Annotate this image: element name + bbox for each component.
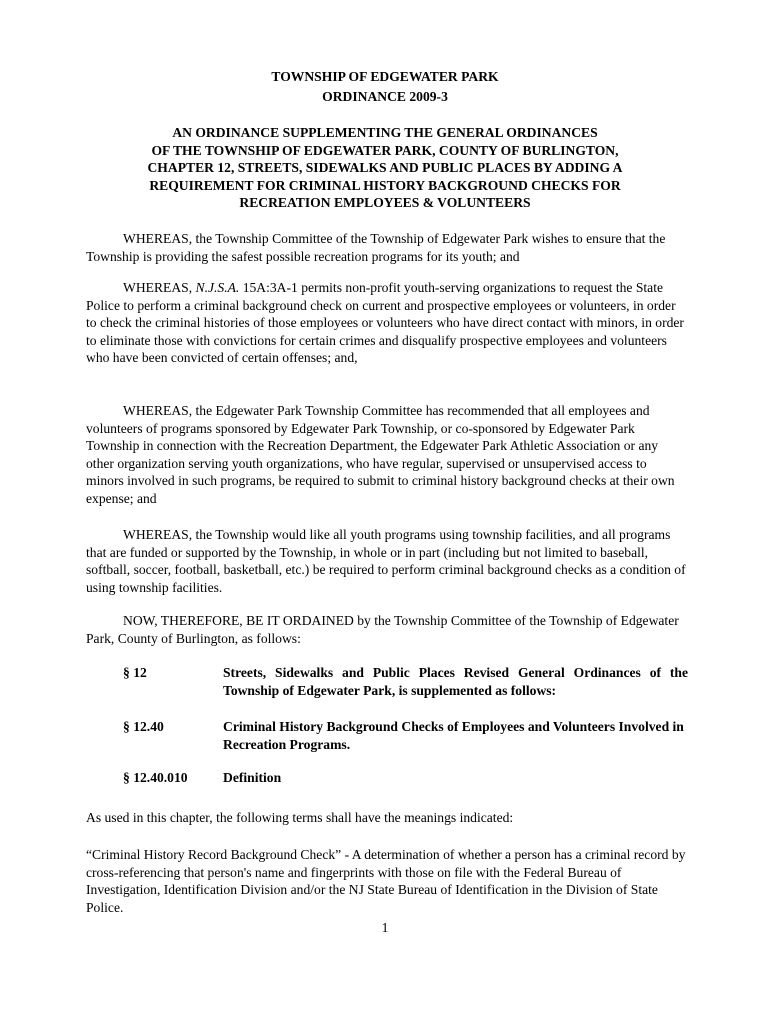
statute-citation: N.J.S.A. <box>195 280 240 295</box>
section-title: Streets, Sidewalks and Public Places Revised General Ordinances of the Township of Edgewater Park, is supplemented as follows: <box>223 665 688 698</box>
page-number: 1 <box>381 920 389 935</box>
whereas-paragraph-2: WHEREAS, N.J.S.A. 15A:3A-1 permits non-profit youth-serving organizations to request the State Police to perform a criminal background check on current and prospective employees or volunteers, in order to check the criminal histories of those employees or volunteers who have direct contact with minors, in order to eliminate those with convictions for certain crimes and disqualify prospective employees and volunteers who have been convicted of certain offenses; and, <box>86 280 684 365</box>
section-title: Definition <box>223 770 282 785</box>
section-title: Criminal History Background Checks of Employees and Volunteers Involved in Recreation Programs. <box>223 719 684 752</box>
subtitle-line: RECREATION EMPLOYEES & VOLUNTEERS <box>239 195 531 210</box>
ordained-paragraph: NOW, THEREFORE, BE IT ORDAINED by the Township Committee of the Township of Edgewater Park, County of Burlington, as follows: <box>86 613 679 646</box>
subtitle-line: AN ORDINANCE SUPPLEMENTING THE GENERAL ORDINANCES <box>172 125 598 140</box>
ordinance-subtitle <box>0 124 770 212</box>
whereas-paragraph-1: WHEREAS, the Township Committee of the Township of Edgewater Park wishes to ensure that the Township is providing the safest possible recreation programs for its youth; and <box>86 231 666 264</box>
subtitle-line: REQUIREMENT FOR CRIMINAL HISTORY BACKGROUND CHECKS FOR <box>149 177 621 193</box>
whereas-paragraph-4: WHEREAS, the Township would like all youth programs using township facilities, and all programs that are funded or supported by the Township, in whole or in part (including but not limited to baseball, softball, soccer, football, basketball, etc.) be required to perform criminal background checks as a condition of using township facilities. <box>86 527 686 595</box>
township-title: TOWNSHIP OF EDGEWATER PARK <box>271 69 499 84</box>
definitions-intro: As used in this chapter, the following terms shall have the meanings indicated: <box>86 810 514 825</box>
section-number: § 12.40.010 <box>123 770 188 785</box>
definition-criminal-history-check: “Criminal History Record Background Check” - A determination of whether a person has a criminal record by cross-referencing that person's name and fingerprints with those on file with the Federal Bureau of Investigation, Identification Division and/or the NJ State Bureau of Identification in the Division of State Police. <box>86 847 686 915</box>
ordinance-number: ORDINANCE 2009-3 <box>322 89 448 104</box>
subtitle-line: OF THE TOWNSHIP OF EDGEWATER PARK, COUNTY OF BURLINGTON, <box>151 142 619 158</box>
section-number: § 12.40 <box>123 719 164 734</box>
subtitle-line: CHAPTER 12, STREETS, SIDEWALKS AND PUBLIC PLACES BY ADDING A <box>147 160 623 175</box>
whereas-paragraph-3: WHEREAS, the Edgewater Park Township Committee has recommended that all employees and volunteers of programs sponsored by Edgewater Park Township, or co-sponsored by Edgewater Park Township in connection with the Recreation Department, the Edgewater Park Athletic Association or any other organization serving youth organizations, who have regular, supervised or unsupervised access to minors involved in such programs, be required to submit to criminal history background checks at their own expense; and <box>86 403 675 506</box>
section-number: § 12 <box>123 665 147 680</box>
